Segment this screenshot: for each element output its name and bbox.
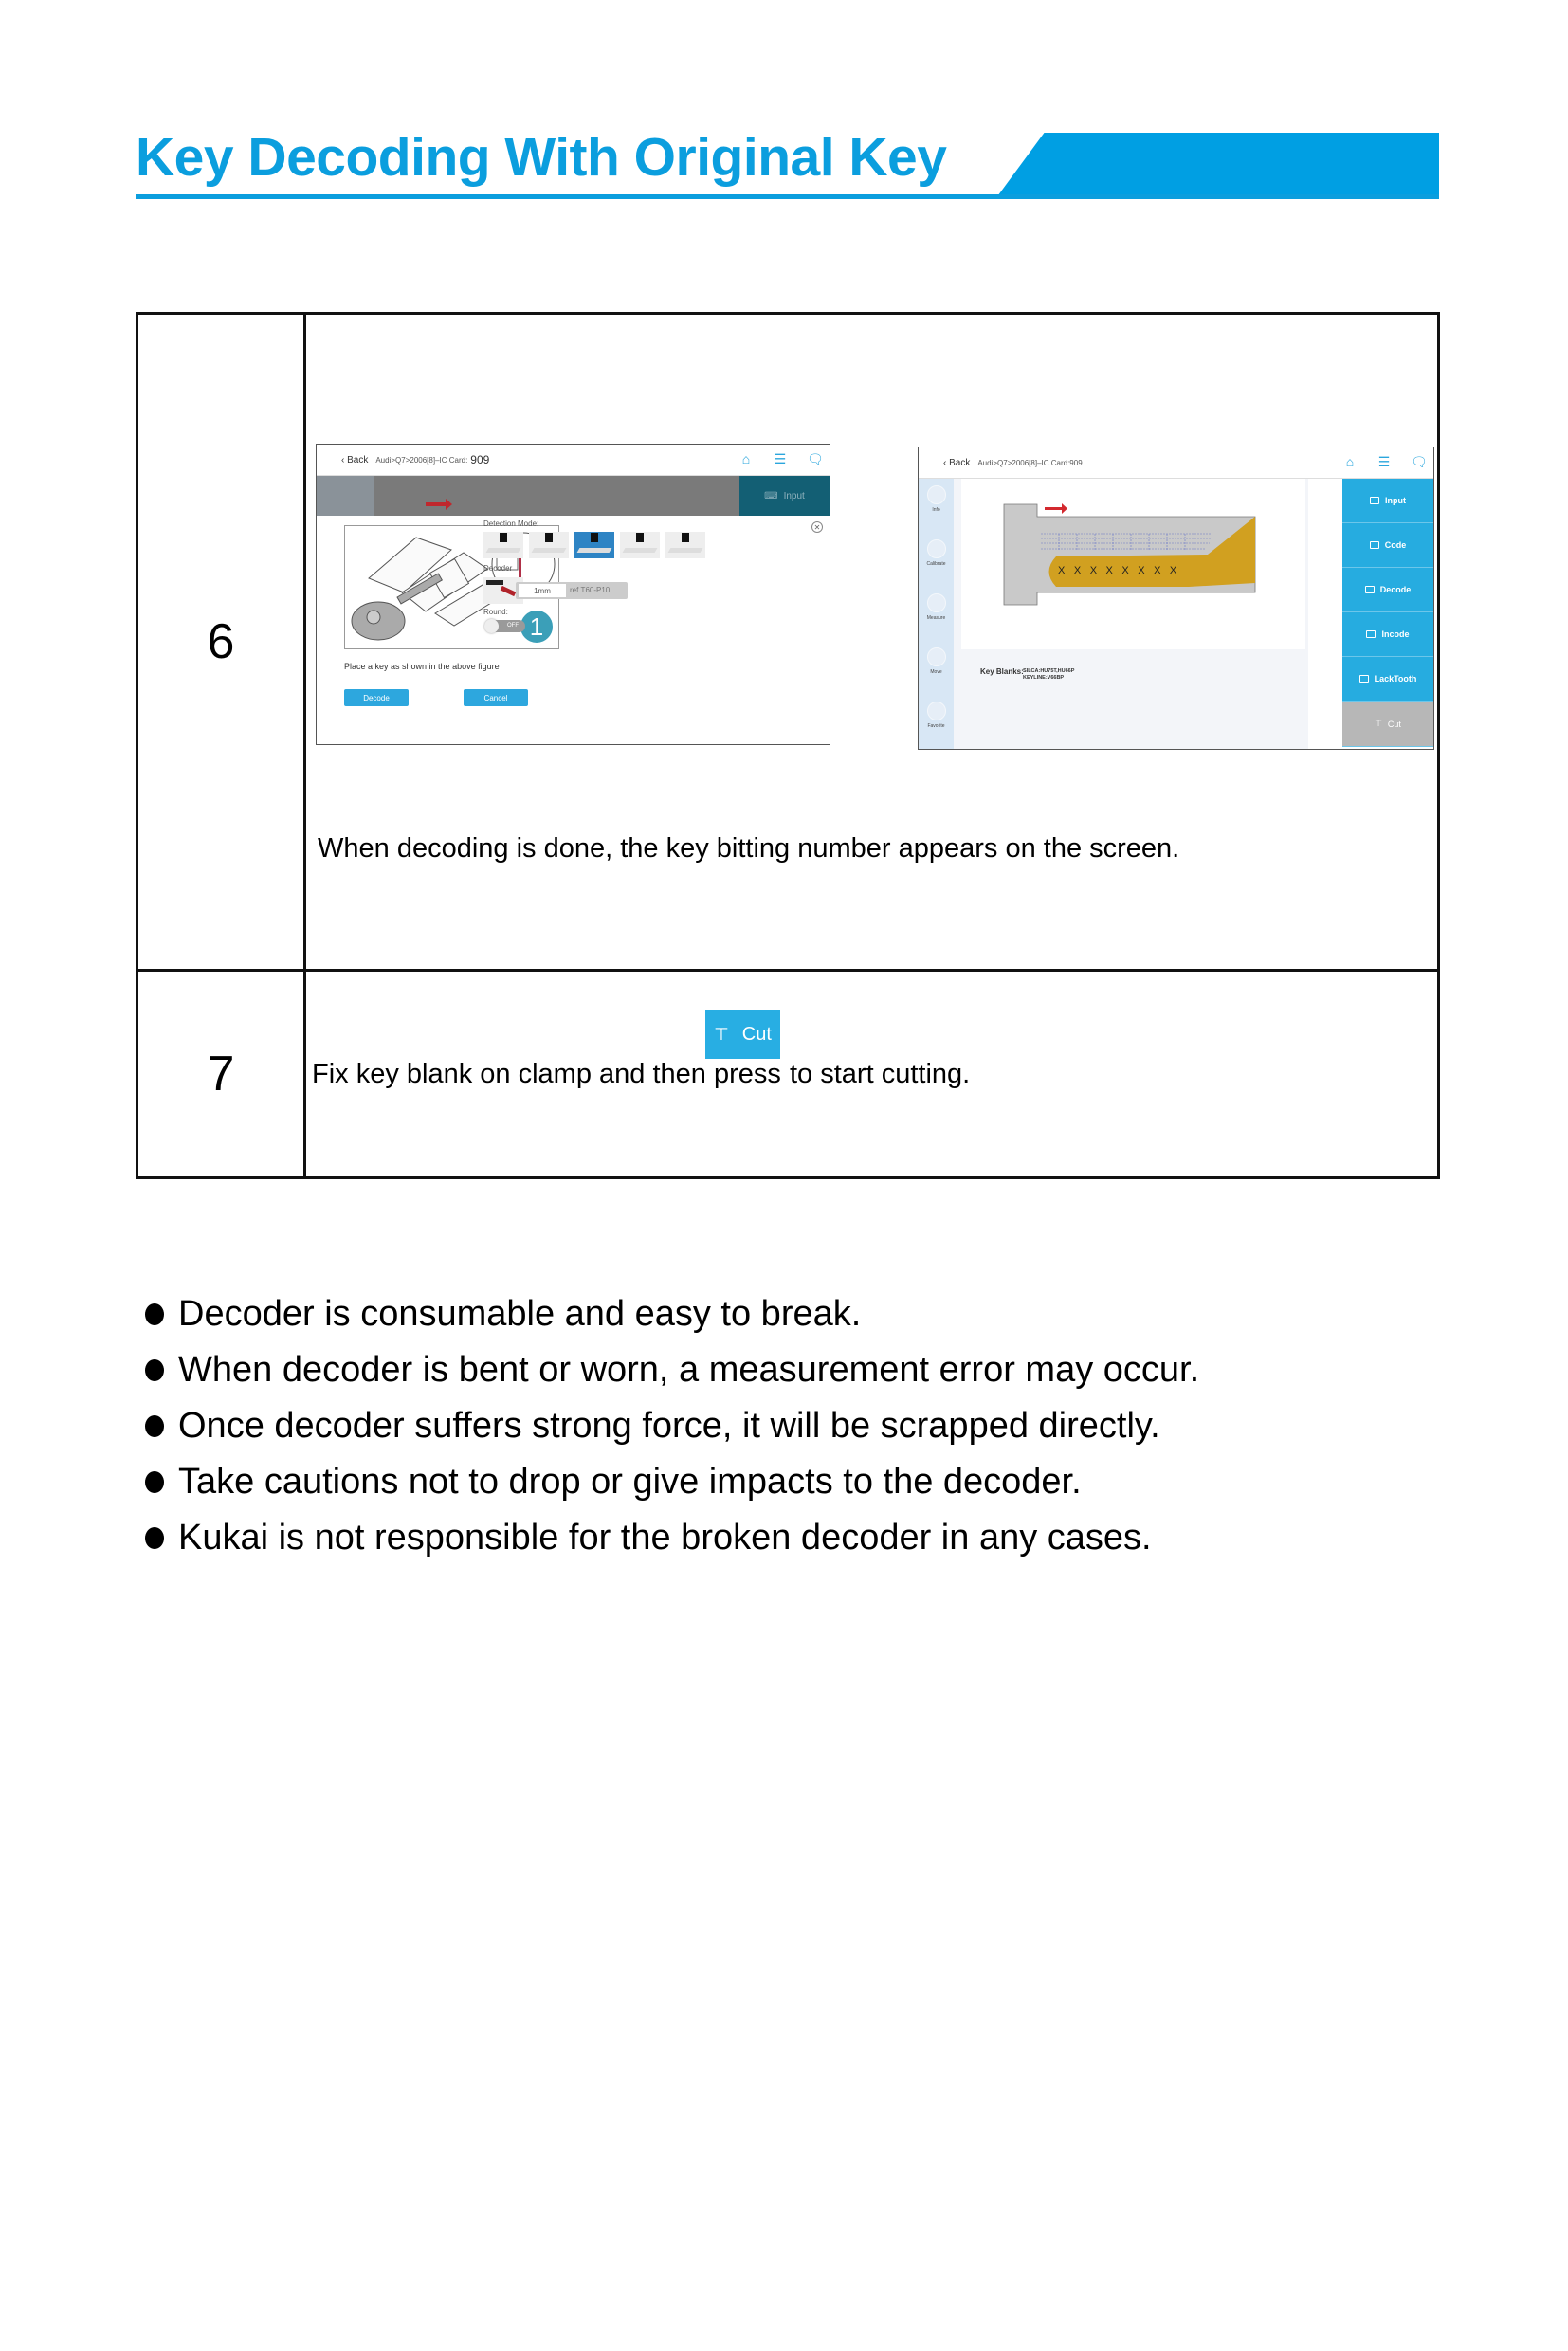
- step-text-before: Fix key blank on clamp and then press: [312, 1058, 781, 1089]
- home-icon[interactable]: ⌂: [741, 451, 751, 466]
- rail-label: Calibrate: [926, 561, 946, 567]
- move-icon: [927, 647, 946, 666]
- side-rail: [919, 479, 954, 750]
- mode-option-double-side[interactable]: [665, 532, 705, 558]
- key-blanks-values: [1023, 668, 1074, 682]
- calibrate-icon: [927, 539, 946, 558]
- favorite-icon: [927, 702, 946, 720]
- mode-option-single-side[interactable]: [574, 532, 614, 558]
- card-number: 909: [470, 453, 490, 466]
- cut-button[interactable]: [1342, 702, 1433, 747]
- round-label: Round:: [483, 608, 508, 616]
- key-blanks-label: Key Blanks:: [980, 667, 1024, 676]
- rail-item-favorite[interactable]: [919, 702, 954, 729]
- decode-label: Decode: [1379, 585, 1412, 594]
- keyboard-icon: ⌨: [764, 490, 778, 501]
- cutter-icon: ⊤: [714, 1024, 729, 1044]
- rail-label: Measure: [926, 615, 946, 621]
- bullet-icon: [145, 1303, 164, 1325]
- info-icon: [927, 485, 946, 504]
- note-item: [145, 1510, 1199, 1566]
- rail-label: Favorite: [927, 723, 945, 729]
- bitting-cut: X: [1154, 565, 1161, 576]
- note-text: Take cautions not to drop or give impacts to the decoder.: [178, 1462, 1082, 1502]
- rail-item-info[interactable]: [919, 485, 954, 513]
- decode-icon: [1365, 586, 1375, 593]
- back-button[interactable]: ‹ Back: [943, 457, 971, 468]
- code-button[interactable]: [1342, 523, 1433, 568]
- lacktooth-button[interactable]: [1342, 657, 1433, 702]
- round-toggle[interactable]: [485, 620, 525, 632]
- key-profile-icon: [961, 479, 1305, 649]
- step-number: 6: [138, 315, 306, 969]
- step-row-6: [138, 315, 1437, 972]
- code-123-icon: [1370, 541, 1379, 549]
- incode-icon: [1366, 630, 1376, 638]
- chat-icon[interactable]: 🗨: [1411, 454, 1428, 469]
- chat-icon[interactable]: 🗨: [807, 451, 824, 466]
- top-bar: [317, 445, 830, 476]
- toggle-state: OFF: [507, 623, 519, 629]
- rail-label: Info: [932, 507, 940, 513]
- menu-icon[interactable]: ☰: [1377, 454, 1391, 469]
- cancel-button[interactable]: Cancel: [464, 689, 528, 706]
- incode-label: Incode: [1381, 629, 1410, 639]
- back-button[interactable]: ‹ Back: [341, 454, 369, 465]
- step-caption: When decoding is done, the key bitting number appears on the screen.: [318, 833, 1180, 864]
- step-badge: 1: [519, 609, 555, 645]
- decoder-size-field[interactable]: [516, 582, 628, 599]
- steps-table: [136, 312, 1440, 1179]
- bullet-icon: [145, 1527, 164, 1549]
- bitting-cut: X: [1073, 565, 1082, 576]
- breadcrumb: Audi>Q7>2006[8]–IC Card:909: [977, 458, 1083, 467]
- note-item: [145, 1454, 1199, 1510]
- mode-option-none[interactable]: [483, 532, 523, 558]
- caution-notes: [145, 1286, 1199, 1566]
- code-label: Code: [1384, 540, 1407, 550]
- home-icon[interactable]: ⌂: [1345, 454, 1355, 469]
- breadcrumb: Audi>Q7>2006[8]–IC Card:: [375, 455, 468, 465]
- step-content: [306, 972, 1437, 1176]
- measure-icon: [927, 593, 946, 612]
- step-text-after: to start cutting.: [790, 1058, 971, 1089]
- cut-label: Cut: [1387, 719, 1401, 729]
- lacktooth-icon: [1359, 675, 1369, 683]
- bullet-icon: [145, 1415, 164, 1437]
- note-text: Kukai is not responsible for the broken decoder in any cases.: [178, 1518, 1152, 1558]
- keyboard-icon: [1370, 497, 1379, 504]
- bullet-icon: [145, 1471, 164, 1493]
- note-text: Decoder is consumable and easy to break.: [178, 1294, 862, 1334]
- bitting-cut: X: [1138, 565, 1145, 576]
- input-button[interactable]: [1342, 479, 1433, 523]
- decode-button[interactable]: Decode: [344, 689, 409, 706]
- topbar-icons: [738, 451, 822, 466]
- screenshot-decode-result: [918, 447, 1434, 750]
- decoder-label: Decoder: [483, 564, 513, 573]
- note-text: Once decoder suffers strong force, it will be scrapped directly.: [178, 1406, 1160, 1446]
- note-item: [145, 1286, 1199, 1342]
- bitting-cut: X: [1121, 565, 1129, 576]
- title-underline: [136, 194, 1439, 199]
- key-diagram: [961, 479, 1305, 649]
- cut-button-illustration: [705, 1010, 780, 1059]
- note-item: [145, 1342, 1199, 1398]
- top-bar: [919, 447, 1433, 479]
- bitting-cut: X: [1089, 565, 1098, 576]
- input-label: Input: [1385, 496, 1406, 505]
- rail-item-calibrate[interactable]: [919, 539, 954, 567]
- bitting-cut: X: [1169, 565, 1177, 576]
- direction-arrow-icon: [426, 502, 447, 506]
- lacktooth-label: LackTooth: [1374, 674, 1417, 683]
- close-dialog-icon[interactable]: ✕: [811, 521, 823, 533]
- rail-item-move[interactable]: [919, 647, 954, 675]
- key-blank-keyline: KEYLINE:V66BP: [1023, 675, 1065, 681]
- step-number: 7: [138, 972, 306, 1176]
- key-blank-silca: SILCA:HU75T,HU66P: [1023, 668, 1075, 674]
- step-row-7: [138, 972, 1437, 1176]
- bullet-icon: [145, 1359, 164, 1381]
- step-content: [306, 315, 1437, 969]
- detection-mode-options: [483, 532, 705, 558]
- cutter-icon: ⊤: [1375, 719, 1382, 728]
- incode-button[interactable]: [1342, 612, 1433, 657]
- toggle-knob: [484, 619, 499, 633]
- menu-icon[interactable]: ☰: [774, 451, 787, 466]
- title-banner: [995, 133, 1439, 199]
- instruction-text: Place a key as shown in the above figure: [344, 662, 500, 671]
- bitting-cut: X: [1105, 565, 1113, 576]
- screenshot-decode-dialog: [316, 444, 830, 745]
- detection-mode-label: Detection Mode:: [483, 519, 539, 528]
- action-column: [1342, 479, 1433, 750]
- page-title: Key Decoding With Original Key: [136, 127, 947, 188]
- note-text: When decoder is bent or worn, a measurement error may occur.: [178, 1350, 1200, 1390]
- bitting-row: [1058, 565, 1176, 576]
- decoder-size-value: 1mm: [519, 584, 566, 597]
- dimmed-input-button: [739, 476, 830, 516]
- dimmed-rail: [317, 476, 374, 516]
- note-item: [145, 1398, 1199, 1454]
- bitting-cut: X: [1058, 565, 1066, 576]
- cut-label: Cut: [741, 1023, 772, 1045]
- rail-item-measure[interactable]: [919, 593, 954, 621]
- decode-button[interactable]: [1342, 568, 1433, 612]
- decoder-ref: ref.T60-P10: [570, 586, 611, 594]
- back-label: Back: [347, 454, 369, 465]
- back-label: Back: [949, 457, 971, 468]
- dimmed-background: [317, 476, 830, 516]
- mode-option-center[interactable]: [529, 532, 569, 558]
- rail-label: Move: [930, 669, 942, 675]
- dimmed-input-label: Input: [783, 490, 805, 501]
- topbar-icons: [1342, 454, 1426, 469]
- mode-option-edge[interactable]: [620, 532, 660, 558]
